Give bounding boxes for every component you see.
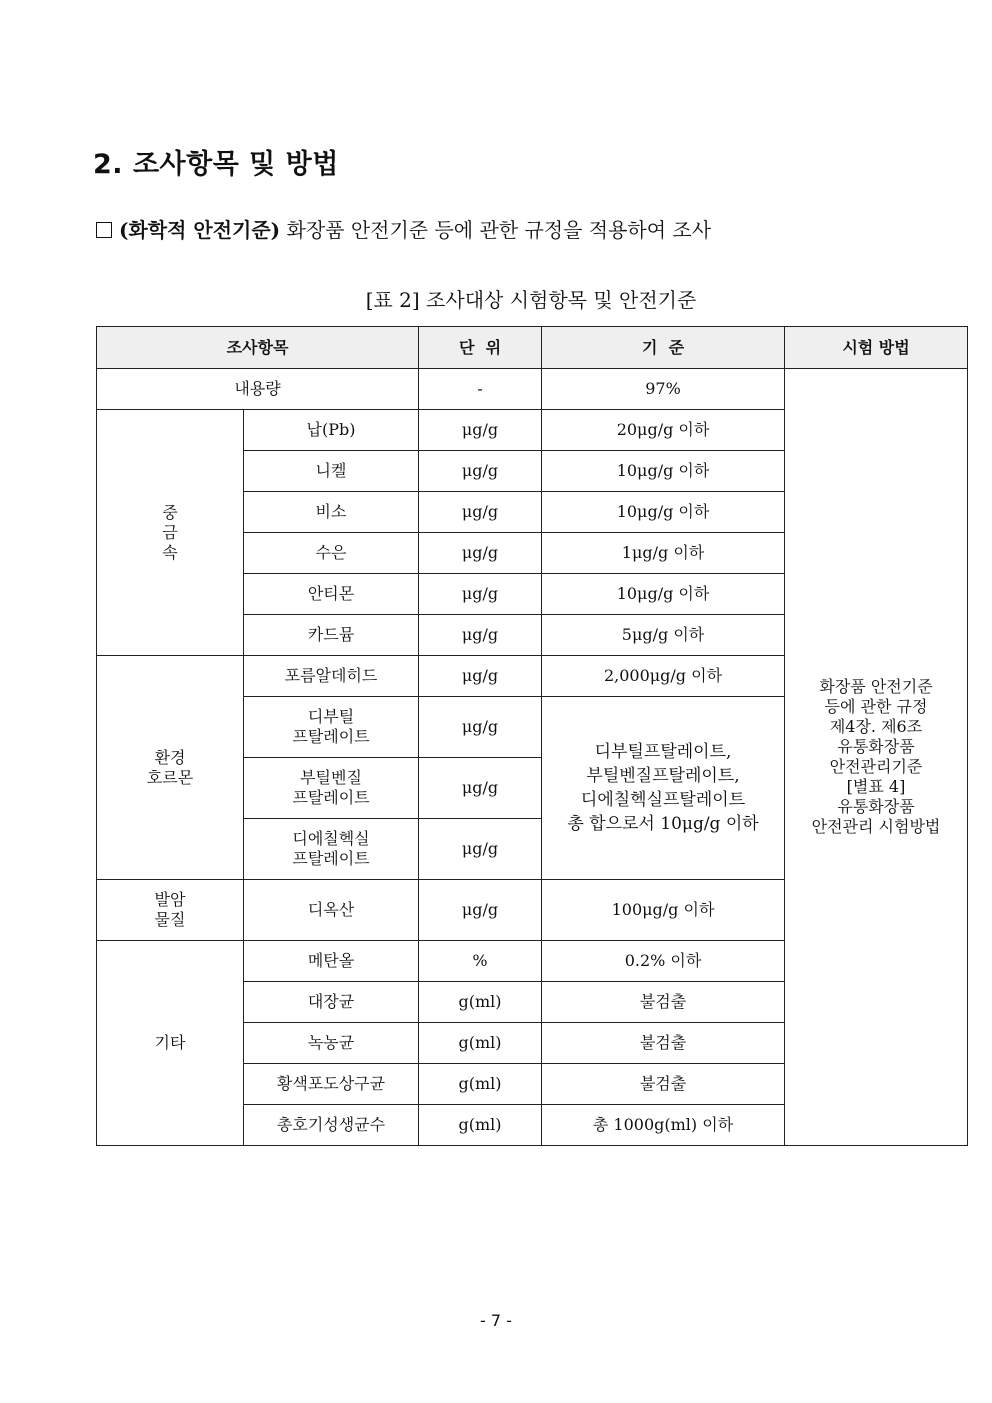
item-name: 부틸벤질 프탈레이트: [244, 758, 419, 819]
intro-text: 화장품 안전기준 등에 관한 규정을 적용하여 조사: [280, 218, 712, 242]
item-standard: 0.2% 이하: [542, 941, 785, 982]
item-unit: μg/g: [419, 697, 542, 758]
test-method-cell: 화장품 안전기준 등에 관한 규정 제4장. 제6조 유통화장품 안전관리기준 [별표 4] 유통화장품 안전관리 시험방법: [785, 369, 968, 1146]
item-name: 니켈: [244, 451, 419, 492]
table-row: [97, 369, 968, 410]
item-name: 디옥산: [244, 880, 419, 941]
item-standard: 10μg/g 이하: [542, 451, 785, 492]
item-name: 녹농균: [244, 1023, 419, 1064]
item-name: 내용량: [97, 369, 419, 410]
header-item: 조사항목: [97, 327, 419, 369]
header-unit: 단 위: [419, 327, 542, 369]
item-name: 납(Pb): [244, 410, 419, 451]
category-hormone: 환경 호르몬: [97, 656, 244, 880]
item-name: 비소: [244, 492, 419, 533]
section-heading: 2. 조사항목 및 방법: [93, 149, 339, 180]
item-standard: 100μg/g 이하: [542, 880, 785, 941]
item-unit: g(ml): [419, 1023, 542, 1064]
item-unit: μg/g: [419, 410, 542, 451]
item-name: 안티몬: [244, 574, 419, 615]
page-number: - 7 -: [480, 1311, 512, 1330]
category-other: 기타: [97, 941, 244, 1146]
item-unit: μg/g: [419, 880, 542, 941]
item-name: 황색포도상구균: [244, 1064, 419, 1105]
item-unit: μg/g: [419, 533, 542, 574]
item-unit: -: [419, 369, 542, 410]
item-standard: 5μg/g 이하: [542, 615, 785, 656]
item-name: 메탄올: [244, 941, 419, 982]
item-unit: μg/g: [419, 758, 542, 819]
item-standard: 불검출: [542, 1064, 785, 1105]
item-standard: 1μg/g 이하: [542, 533, 785, 574]
item-name: 대장균: [244, 982, 419, 1023]
table-header-row: [97, 327, 968, 369]
category-carcinogen: 발암 물질: [97, 880, 244, 941]
item-unit: g(ml): [419, 982, 542, 1023]
item-unit: μg/g: [419, 656, 542, 697]
item-standard: 불검출: [542, 982, 785, 1023]
item-name: 수은: [244, 533, 419, 574]
phthalate-standard: 디부틸프탈레이트, 부틸벤질프탈레이트, 디에칠헥실프탈레이트 총 합으로서 10μg/g 이하: [542, 697, 785, 880]
item-unit: μg/g: [419, 819, 542, 880]
item-name: 디에칠헥실 프탈레이트: [244, 819, 419, 880]
item-unit: %: [419, 941, 542, 982]
header-method: 시험 방법: [785, 327, 968, 369]
item-name: 포름알데히드: [244, 656, 419, 697]
item-name: 디부틸 프탈레이트: [244, 697, 419, 758]
item-unit: g(ml): [419, 1064, 542, 1105]
item-unit: μg/g: [419, 492, 542, 533]
category-heavy-metal: [97, 410, 244, 656]
item-standard: 총 1000g(ml) 이하: [542, 1105, 785, 1146]
item-unit: μg/g: [419, 615, 542, 656]
item-unit: μg/g: [419, 451, 542, 492]
item-standard: 10μg/g 이하: [542, 492, 785, 533]
table-caption: [표 2] 조사대상 시험항목 및 안전기준: [365, 288, 697, 312]
item-unit: μg/g: [419, 574, 542, 615]
item-standard: 10μg/g 이하: [542, 574, 785, 615]
intro-bold-label: (화학적 안전기준): [119, 218, 281, 242]
item-name: 총호기성생균수: [244, 1105, 419, 1146]
intro-paragraph: [96, 214, 711, 243]
checkbox-square-icon: [96, 222, 112, 238]
item-unit: g(ml): [419, 1105, 542, 1146]
category-label: 중금속: [162, 502, 178, 562]
item-name: 카드뮴: [244, 615, 419, 656]
item-standard: 20μg/g 이하: [542, 410, 785, 451]
item-standard: 2,000μg/g 이하: [542, 656, 785, 697]
header-standard: 기 준: [542, 327, 785, 369]
test-items-table: [96, 326, 968, 1146]
item-standard: 97%: [542, 369, 785, 410]
item-standard: 불검출: [542, 1023, 785, 1064]
